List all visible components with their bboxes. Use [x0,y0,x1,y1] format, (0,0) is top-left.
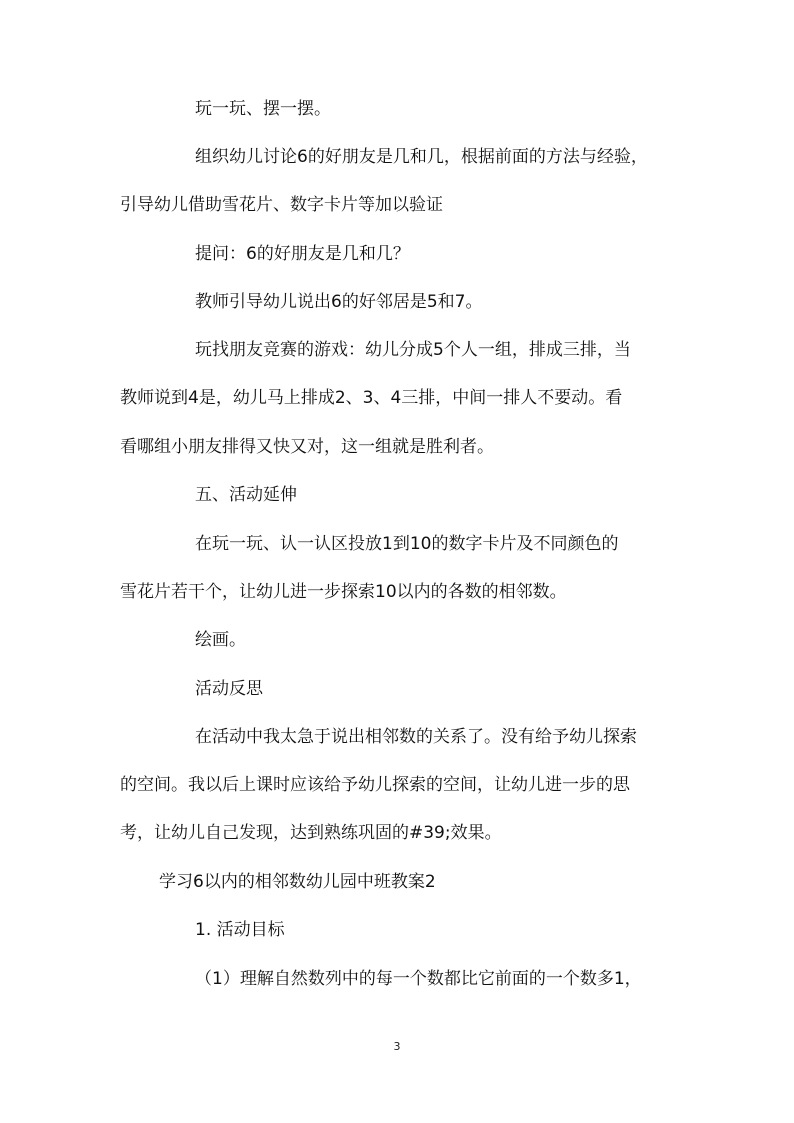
paragraph-line: 教师说到4是，幼儿马上排成2、3、4三排，中间一排人不要动。看 [120,388,623,408]
paragraph-line: 在玩一玩、认一认区投放1到10的数字卡片及不同颜色的 [195,534,619,554]
paragraph-line: 组织幼儿讨论6的好朋友是几和几，根据前面的方法与经验， [195,147,648,167]
paragraph-line: 玩一玩、摆一摆。 [195,99,331,119]
paragraph-line: （1）理解自然数列中的每一个数都比它前面的一个数多1， [195,969,642,989]
paragraph-line: 考，让幼儿自己发现，达到熟练巩固的#39;效果。 [120,823,502,843]
paragraph-line: 引导幼儿借助雪花片、数字卡片等加以验证 [120,195,443,215]
section-heading: 1. 活动目标 [195,920,285,940]
page-number: 3 [393,1040,401,1053]
document-title: 学习6以内的相邻数幼儿园中班教案2 [159,872,436,892]
paragraph-line: 看哪组小朋友排得又快又对，这一组就是胜利者。 [120,437,494,457]
paragraph-line: 在活动中我太急于说出相邻数的关系了。没有给予幼儿探索 [195,727,637,747]
section-heading: 活动反思 [195,679,263,699]
section-heading: 五、活动延伸 [195,485,297,505]
paragraph-line: 雪花片若干个，让幼儿进一步探索10以内的各数的相邻数。 [120,582,567,602]
question-line: 提问：6的好朋友是几和几？ [195,244,410,264]
paragraph-line: 玩找朋友竞赛的游戏：幼儿分成5个人一组，排成三排，当 [195,340,631,360]
paragraph-line: 教师引导幼儿说出6的好邻居是5和7。 [195,292,483,312]
paragraph-line: 的空间。我以后上课时应该给予幼儿探索的空间，让幼儿进一步的思 [120,775,630,795]
paragraph-line: 绘画。 [195,630,246,650]
